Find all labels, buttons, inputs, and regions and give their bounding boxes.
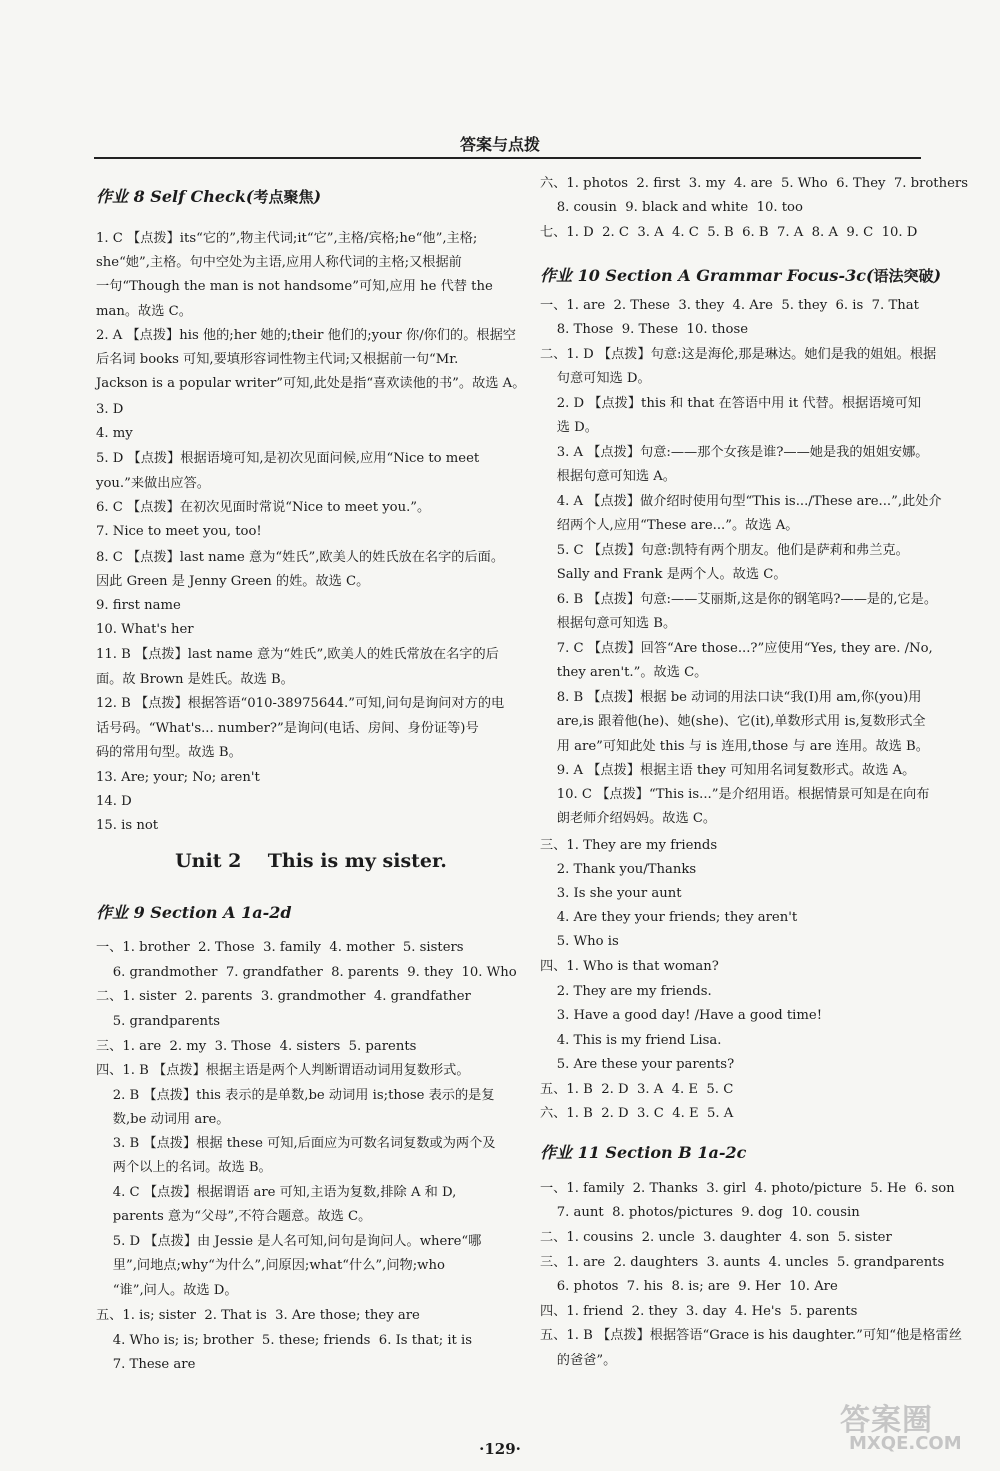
- section-heading-text: 作业 11 Section B 1a-2c: [540, 1143, 747, 1162]
- answer-line: 三、1. They are my friends: [540, 838, 718, 853]
- answer-line: 一、1. family 2. Thanks 3. girl 4. photo/picture 5. He 6. son: [540, 1181, 955, 1196]
- answer-line: 三、1. are 2. daughters 3. aunts 4. uncles 5. grandparents: [540, 1255, 945, 1270]
- answer-line: 四、1. friend 2. they 3. day 4. He's 5. parents: [540, 1304, 858, 1319]
- answer-line: 2. A 【点拨】his 他的;her 她的;their 他们的;your 你/你们的。根据空: [96, 328, 516, 343]
- header-rule: [94, 157, 921, 159]
- answer-line: 3. A 【点拨】句意:——那个女孩是谁?——她是我的姐姐安娜。: [540, 445, 929, 460]
- answer-line: 8. cousin 9. black and white 10. too: [540, 200, 803, 215]
- answer-line: 2. B 【点拨】this 表示的是单数,be 动词用 is;those 表示的是复: [96, 1088, 495, 1103]
- answer-line: she“她”,主格。句中空处为主语,应用人称代词的主格;又根据前: [96, 255, 462, 270]
- answer-line: 码的常用句型。故选 B。: [96, 745, 242, 760]
- answer-line: 后名词 books 可知,要填形容词性物主代词;又根据前一句“Mr.: [96, 352, 459, 367]
- answer-line: 9. A 【点拨】根据主语 they 可知用名词复数形式。故选 A。: [540, 763, 916, 778]
- answer-line: 2. D 【点拨】this 和 that 在答语中用 it 代替。根据语境可知: [540, 396, 922, 411]
- answer-line: 4. my: [96, 426, 133, 441]
- answer-line: 六、1. photos 2. first 3. my 4. are 5. Who 6. They 7. brothers: [540, 176, 968, 191]
- section-heading-tag: 考点聚焦: [253, 188, 314, 206]
- answer-line: 四、1. B 【点拨】根据主语是两个人判断谓语动词用复数形式。: [96, 1063, 470, 1078]
- answer-line: 5. C 【点拨】句意:凯特有两个朋友。他们是萨莉和弗兰克。: [540, 543, 909, 558]
- answer-line: 6. photos 7. his 8. is; are 9. Her 10. Are: [540, 1279, 838, 1294]
- answer-line: 5. D 【点拨】由 Jessie 是人名可知,问句是询问人。where“哪: [96, 1234, 482, 1249]
- answer-line: 4. This is my friend Lisa.: [540, 1033, 722, 1048]
- answer-line: 一、1. are 2. These 3. they 4. Are 5. they 6. is 7. That: [540, 298, 919, 313]
- answer-line: 朗老师介绍妈妈。故选 C。: [540, 811, 717, 826]
- answer-line: 15. is not: [96, 818, 159, 833]
- answer-line: 数,be 动词用 are。: [96, 1112, 230, 1127]
- answer-line: 的爸爸”。: [540, 1353, 617, 1368]
- answer-line: 4. Are they your friends; they aren't: [540, 910, 798, 925]
- answer-line: 4. Who is; is; brother 5. these; friends 6. Is that; it is: [96, 1333, 473, 1348]
- answer-line: 二、1. cousins 2. uncle 3. daughter 4. son 5. sister: [540, 1230, 892, 1245]
- answer-line: 五、1. is; sister 2. That is 3. Are those; they are: [96, 1308, 420, 1323]
- answer-line: 两个以上的名词。故选 B。: [96, 1160, 272, 1175]
- watermark-url: MXQE.COM: [849, 1433, 962, 1454]
- answer-line: 因此 Green 是 Jenny Green 的姓。故选 C。: [96, 574, 370, 589]
- answer-line: Jackson is a popular writer”可知,此处是指“喜欢读他的书”。故选 A。: [96, 376, 526, 391]
- answer-line: 二、1. sister 2. parents 3. grandmother 4. grandfather: [96, 989, 471, 1004]
- answer-line: 里”,问地点;why“为什么”,问原因;what“什么”,问物;who: [96, 1258, 445, 1273]
- answer-line: 5. Are these your parents?: [540, 1057, 735, 1072]
- section-heading-close: ): [933, 266, 942, 285]
- answer-line: 5. Who is: [540, 934, 619, 949]
- answer-line: they aren't.”。故选 C。: [540, 665, 708, 680]
- section-heading-close: ): [313, 187, 322, 206]
- answer-line: 8. C 【点拨】last name 意为“姓氏”,欧美人的姓氏放在名字的后面。: [96, 550, 505, 565]
- answer-line: 8. Those 9. These 10. those: [540, 322, 749, 337]
- answer-line: “谁”,问人。故选 D。: [96, 1283, 238, 1298]
- answer-line: 6. B 【点拨】句意:——艾丽斯,这是你的钢笔吗?——是的,它是。: [540, 592, 938, 607]
- section-heading: [540, 265, 941, 287]
- section-heading: [540, 1142, 746, 1164]
- answer-line: 四、1. Who is that woman?: [540, 959, 719, 974]
- answer-line: 根据句意可知选 B。: [540, 616, 677, 631]
- answer-line: 9. first name: [96, 598, 181, 613]
- answer-line: 3. Is she your aunt: [540, 886, 682, 901]
- answer-line: 一、1. brother 2. Those 3. family 4. mother 5. sisters: [96, 940, 464, 955]
- answer-line: 根据句意可知选 A。: [540, 469, 676, 484]
- section-heading: [96, 902, 292, 924]
- answer-line: 6. grandmother 7. grandfather 8. parents 9. they 10. Who: [96, 965, 517, 980]
- answer-line: parents 意为“父母”,不符合题意。故选 C。: [96, 1209, 372, 1224]
- answer-line: 五、1. B 【点拨】根据答语“Grace is his daughter.”可知“他是格雷丝: [540, 1328, 962, 1343]
- answer-line: 用 are”可知此处 this 与 is 连用,those 与 are 连用。故选 B。: [540, 739, 929, 754]
- answer-line: 8. B 【点拨】根据 be 动词的用法口诀“我(I)用 am,你(you)用: [540, 690, 922, 705]
- answer-line: 7. Nice to meet you, too!: [96, 524, 262, 539]
- answer-line: 面。故 Brown 是姓氏。故选 B。: [96, 672, 294, 687]
- answer-line: 一句“Though the man is not handsome”可知,应用 he 代替 the: [96, 279, 493, 294]
- answer-line: you.”来做出应答。: [96, 476, 210, 491]
- page-number: ·129·: [479, 1440, 521, 1458]
- unit-title: Unit 2 This is my sister.: [175, 850, 447, 872]
- answer-line: 6. C 【点拨】在初次见面时常说“Nice to meet you.”。: [96, 500, 431, 515]
- answer-line: Sally and Frank 是两个人。故选 C。: [540, 567, 787, 582]
- answer-line: 3. D: [96, 402, 124, 417]
- answer-line: 7. C 【点拨】回答“Are those...?”应使用“Yes, they are. /No,: [540, 641, 933, 656]
- answer-line: 五、1. B 2. D 3. A 4. E 5. C: [540, 1082, 734, 1097]
- answer-line: 1. C 【点拨】its“它的”,物主代词;it“它”,主格/宾格;he“他”,主格;: [96, 231, 478, 246]
- answer-line: man。故选 C。: [96, 304, 192, 319]
- answer-line: 7. aunt 8. photos/pictures 9. dog 10. cousin: [540, 1205, 860, 1220]
- watermark-text: 答案圈: [840, 1403, 933, 1438]
- section-heading-text: 作业 9 Section A 1a-2d: [96, 903, 292, 922]
- answer-line: 话号码。“What's... number?”是询问(电话、房间、身份证等)号: [96, 721, 479, 736]
- answer-line: 3. B 【点拨】根据 these 可知,后面应为可数名词复数或为两个及: [96, 1136, 496, 1151]
- answer-line: 7. These are: [96, 1357, 196, 1372]
- answer-line: 三、1. are 2. my 3. Those 4. sisters 5. parents: [96, 1039, 417, 1054]
- answer-line: 10. C 【点拨】“This is...”是介绍用语。根据情景可知是在向布: [540, 787, 930, 802]
- answer-line: 13. Are; your; No; aren't: [96, 770, 260, 785]
- answer-line: 11. B 【点拨】last name 意为“姓氏”,欧美人的姓氏常放在名字的后: [96, 647, 499, 662]
- answer-line: 六、1. B 2. D 3. C 4. E 5. A: [540, 1106, 734, 1121]
- answer-line: 4. C 【点拨】根据谓语 are 可知,主语为复数,排除 A 和 D,: [96, 1185, 457, 1200]
- answer-line: 4. A 【点拨】做介绍时使用句型“This is.../These are...”,此处介: [540, 494, 942, 509]
- section-heading-tag: 语法突破: [873, 267, 934, 285]
- answer-line: 七、1. D 2. C 3. A 4. C 5. B 6. B 7. A 8. A 9. C 10. D: [540, 225, 918, 240]
- watermark-logo: [835, 1395, 975, 1457]
- answer-line: 12. B 【点拨】根据答语“010-38975644.”可知,问句是询问对方的电: [96, 696, 505, 711]
- answer-line: 3. Have a good day! /Have a good time!: [540, 1008, 822, 1023]
- page-header-title: 答案与点拨: [459, 135, 540, 154]
- section-heading: [96, 186, 321, 208]
- answer-line: 5. grandparents: [96, 1014, 221, 1029]
- section-heading-text: 作业 8 Self Check(: [96, 187, 254, 206]
- answer-line: 2. They are my friends.: [540, 984, 712, 999]
- answer-line: 10. What's her: [96, 622, 194, 637]
- answer-line: 2. Thank you/Thanks: [540, 862, 697, 877]
- answer-line: 句意可知选 D。: [540, 371, 651, 386]
- answer-line: 5. D 【点拨】根据语境可知,是初次见面问候,应用“Nice to meet: [96, 451, 480, 466]
- section-heading-text: 作业 10 Section A Grammar Focus-3c(: [540, 266, 874, 285]
- answer-line: are,is 跟着他(he)、她(she)、它(it),单数形式用 is,复数形式全: [540, 714, 926, 729]
- answer-line: 二、1. D 【点拨】句意:这是海伦,那是琳达。她们是我的姐姐。根据: [540, 347, 937, 362]
- answer-line: 选 D。: [540, 420, 598, 435]
- answer-line: 绍两个人,应用“These are...”。故选 A。: [540, 518, 799, 533]
- answer-line: 14. D: [96, 794, 132, 809]
